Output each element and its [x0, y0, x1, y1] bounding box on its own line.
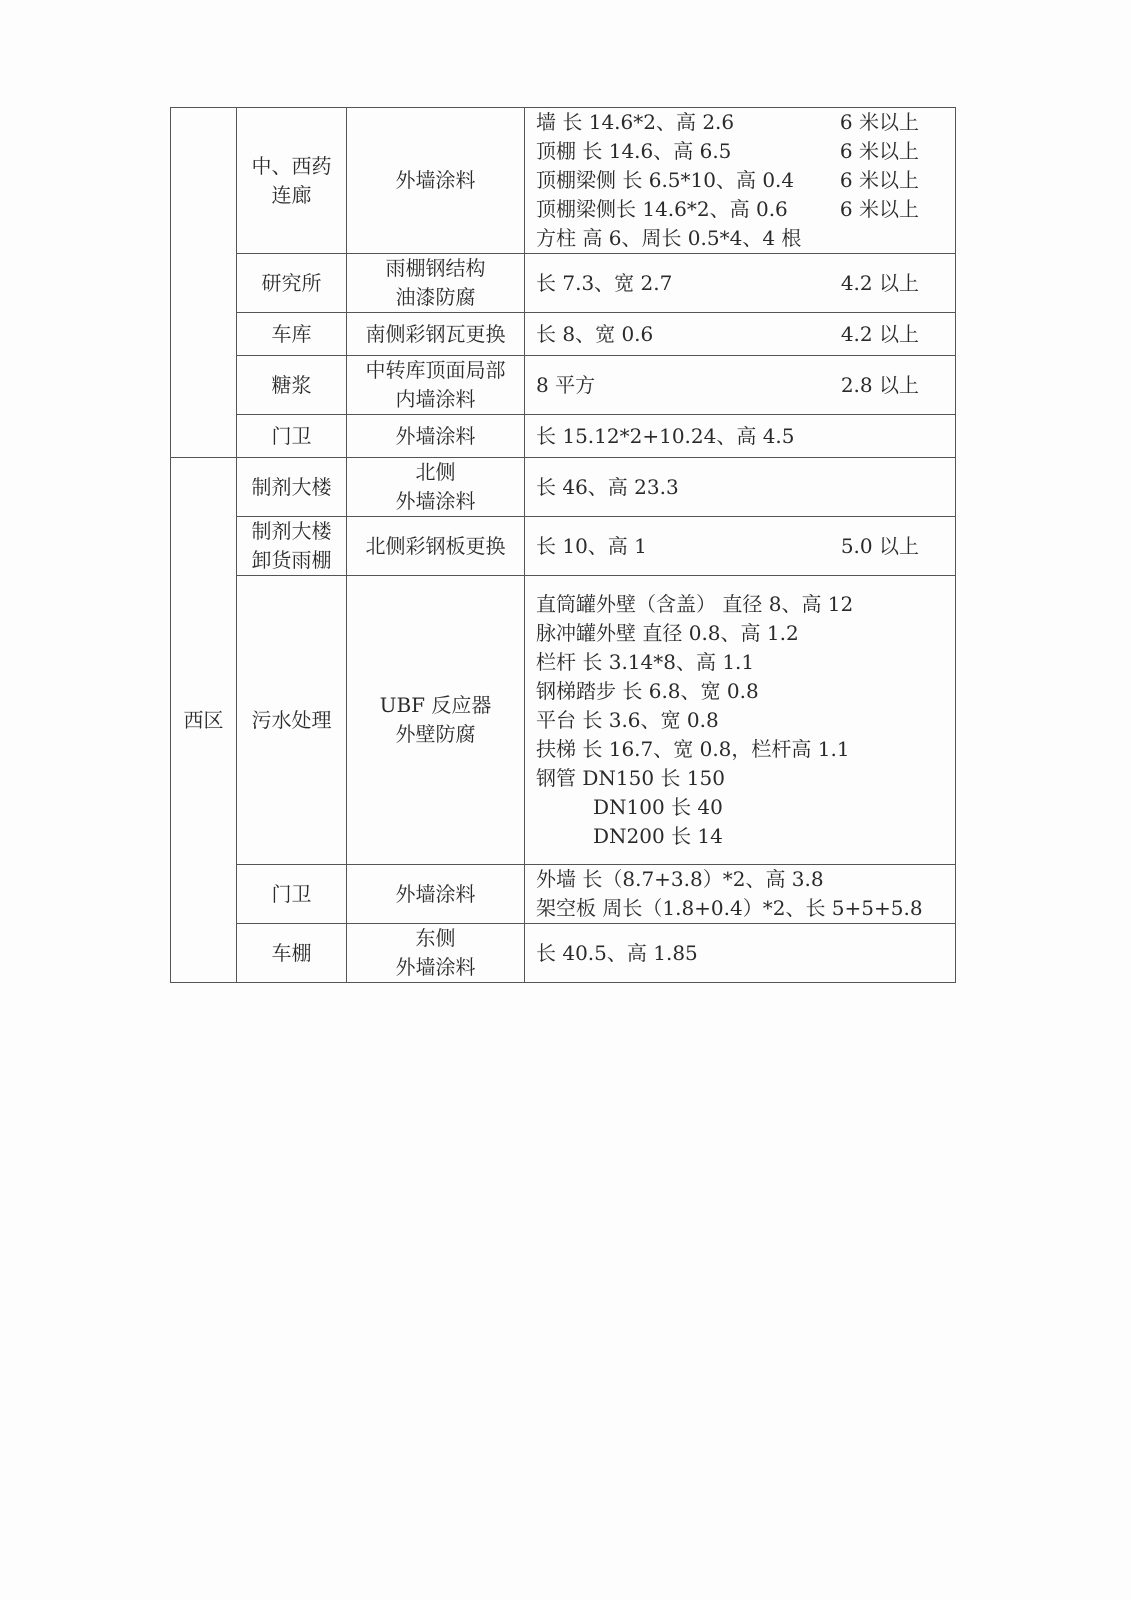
spec-height-requirement: [919, 619, 949, 648]
location-cell-line: 连廊: [271, 182, 312, 207]
work-item-cell: [347, 313, 525, 356]
table-row: [171, 254, 956, 313]
spec-line: [536, 619, 949, 648]
spec-line: [536, 224, 949, 253]
work-item-cell-line: 北侧彩钢板更换: [365, 533, 506, 558]
spec-line: [536, 793, 949, 822]
table-row: [171, 108, 956, 254]
location-cell-line: 门卫: [271, 423, 312, 448]
spec-text: 扶梯 长 16.7、宽 0.8，栏杆高 1.1: [536, 736, 850, 761]
work-item-cell: [347, 458, 525, 517]
spec-line: [536, 865, 949, 894]
location-cell: [237, 458, 347, 517]
work-item-cell-line: 外墙涂料: [395, 489, 476, 513]
work-item-cell: [347, 576, 525, 865]
work-item-cell-line: 油漆防腐: [395, 285, 476, 309]
table-body: [171, 108, 956, 983]
work-item-cell: [347, 254, 525, 313]
spec-cell: [525, 924, 956, 983]
work-item-cell: [347, 865, 525, 924]
spec-height-requirement: 4.2 以上: [840, 270, 919, 295]
spec-text: 顶棚梁侧 长 6.5*10、高 0.4: [536, 168, 795, 192]
spec-height-requirement: [919, 706, 949, 735]
location-cell-line: 污水处理: [251, 707, 332, 732]
spec-line: [536, 422, 949, 451]
spec-text: 墙 长 14.6*2、高 2.6: [536, 110, 735, 134]
work-item-cell-line: 北侧: [415, 460, 456, 484]
work-item-cell-line: 外墙涂料: [395, 881, 476, 906]
location-cell: [237, 415, 347, 458]
work-item-cell: [347, 415, 525, 458]
table-row: [171, 865, 956, 924]
spec-height-requirement: [919, 422, 949, 451]
spec-height-requirement: [919, 677, 949, 706]
spec-cell: [525, 576, 956, 865]
spec-height-requirement: [919, 764, 949, 793]
location-cell: [237, 924, 347, 983]
table-row: [171, 313, 956, 356]
location-cell-line: 制剂大楼: [251, 519, 332, 543]
location-cell: [237, 865, 347, 924]
work-item-cell: [347, 517, 525, 576]
work-item-cell-line: 外壁防腐: [395, 722, 476, 746]
location-cell-line: 门卫: [271, 881, 312, 906]
spec-line: [536, 590, 949, 619]
spec-line: [536, 764, 949, 793]
spec-line: [536, 108, 949, 137]
work-item-cell-line: 南侧彩钢瓦更换: [365, 321, 506, 346]
spec-cell: [525, 415, 956, 458]
location-cell: [237, 254, 347, 313]
spec-text: 长 10、高 1: [536, 533, 647, 558]
spec-height-requirement: [919, 648, 949, 677]
spec-line: [536, 320, 949, 349]
spec-text: 方柱 高 6、周长 0.5*4、4 根: [536, 226, 802, 250]
spec-line: [536, 532, 949, 561]
table-row: [171, 517, 956, 576]
location-cell-line: 车棚: [271, 940, 312, 965]
table-row: [171, 576, 956, 865]
spec-height-requirement: 6 米以上: [839, 110, 919, 134]
location-cell-line: 糖浆: [271, 372, 312, 397]
spec-cell: [525, 865, 956, 924]
location-cell: [237, 313, 347, 356]
spec-cell: [525, 356, 956, 415]
spec-line: [536, 166, 949, 195]
spec-text: 长 46、高 23.3: [536, 474, 679, 499]
spec-line: [536, 677, 949, 706]
spec-height-requirement: [919, 793, 949, 822]
spec-text: 长 7.3、宽 2.7: [536, 270, 673, 295]
spec-text: 架空板 周长（1.8+0.4）*2、长 5+5+5.8: [536, 896, 923, 920]
location-cell-line: 卸货雨棚: [251, 548, 332, 572]
area-cell: 西区: [171, 458, 237, 983]
spec-height-requirement: [919, 735, 949, 764]
spec-line: [536, 735, 949, 764]
location-cell-line: 研究所: [261, 270, 322, 295]
table-row: [171, 415, 956, 458]
location-cell-line: 中、西药: [251, 153, 332, 178]
spec-text: 脉冲罐外壁 直径 0.8、高 1.2: [536, 620, 799, 645]
spec-text: 8 平方: [536, 372, 596, 397]
spec-text: 钢梯踏步 长 6.8、宽 0.8: [536, 678, 759, 703]
work-item-cell-line: 雨棚钢结构: [385, 256, 486, 280]
spec-line: [536, 706, 949, 735]
spec-height-requirement: 6 米以上: [839, 197, 919, 221]
table-row: [171, 924, 956, 983]
spec-text: 外墙 长（8.7+3.8）*2、高 3.8: [536, 867, 824, 891]
location-cell: [237, 517, 347, 576]
spec-line: [536, 939, 949, 968]
work-item-cell-line: 内墙涂料: [395, 387, 476, 411]
spec-height-requirement: 6 米以上: [839, 168, 919, 192]
spec-cell: [525, 108, 956, 254]
work-item-cell-line: 外墙涂料: [395, 168, 476, 192]
spec-height-requirement: 6 米以上: [839, 139, 919, 163]
area-cell: [171, 108, 237, 458]
spec-text: 直筒罐外壁（含盖） 直径 8、高 12: [536, 591, 854, 616]
spec-height-requirement: 2.8 以上: [840, 372, 919, 397]
spec-line: [536, 822, 949, 851]
spec-height-requirement: [919, 822, 949, 851]
spec-line: [536, 137, 949, 166]
spec-text: DN200 长 14: [593, 823, 723, 848]
location-cell: [237, 576, 347, 865]
spec-cell: [525, 458, 956, 517]
spec-text: DN100 长 40: [593, 794, 723, 819]
spec-line: [536, 473, 949, 502]
spec-line: [536, 371, 949, 400]
work-item-cell: [347, 356, 525, 415]
spec-text: 栏杆 长 3.14*8、高 1.1: [536, 649, 755, 674]
work-item-cell-line: 中转库顶面局部: [365, 358, 506, 382]
location-cell: [237, 356, 347, 415]
maintenance-table: [170, 107, 956, 983]
spec-height-requirement: 5.0 以上: [840, 533, 919, 558]
table-row: [171, 356, 956, 415]
spec-height-requirement: [919, 473, 949, 502]
spec-cell: [525, 517, 956, 576]
spec-text: 钢管 DN150 长 150: [536, 765, 725, 790]
spec-height-requirement: [919, 590, 949, 619]
spec-text: 长 40.5、高 1.85: [536, 940, 698, 965]
spec-line: [536, 195, 949, 224]
spec-text: 长 8、宽 0.6: [536, 321, 654, 346]
spec-height-requirement: [919, 224, 949, 253]
work-item-cell: [347, 924, 525, 983]
work-item-cell: [347, 108, 525, 254]
table-row: [171, 458, 956, 517]
spec-height-requirement: [919, 865, 949, 894]
spec-text: 平台 长 3.6、宽 0.8: [536, 707, 719, 732]
work-item-cell-line: 外墙涂料: [395, 955, 476, 979]
spec-line: [536, 648, 949, 677]
spec-height-requirement: [923, 894, 953, 923]
spec-height-requirement: 4.2 以上: [840, 321, 919, 346]
work-item-cell-line: 东侧: [415, 926, 456, 950]
spec-cell: [525, 254, 956, 313]
location-cell-line: 制剂大楼: [251, 474, 332, 499]
location-cell-line: 车库: [271, 321, 312, 346]
spec-text: 长 15.12*2+10.24、高 4.5: [536, 423, 795, 448]
location-cell: [237, 108, 347, 254]
spec-text: 顶棚 长 14.6、高 6.5: [536, 139, 732, 163]
spec-height-requirement: [919, 939, 949, 968]
spec-cell: [525, 313, 956, 356]
spec-line: [536, 894, 949, 923]
work-item-cell-line: UBF 反应器: [379, 693, 492, 717]
work-item-cell-line: 外墙涂料: [395, 423, 476, 448]
spec-text: 顶棚梁侧长 14.6*2、高 0.6: [536, 197, 788, 221]
spec-line: [536, 269, 949, 298]
